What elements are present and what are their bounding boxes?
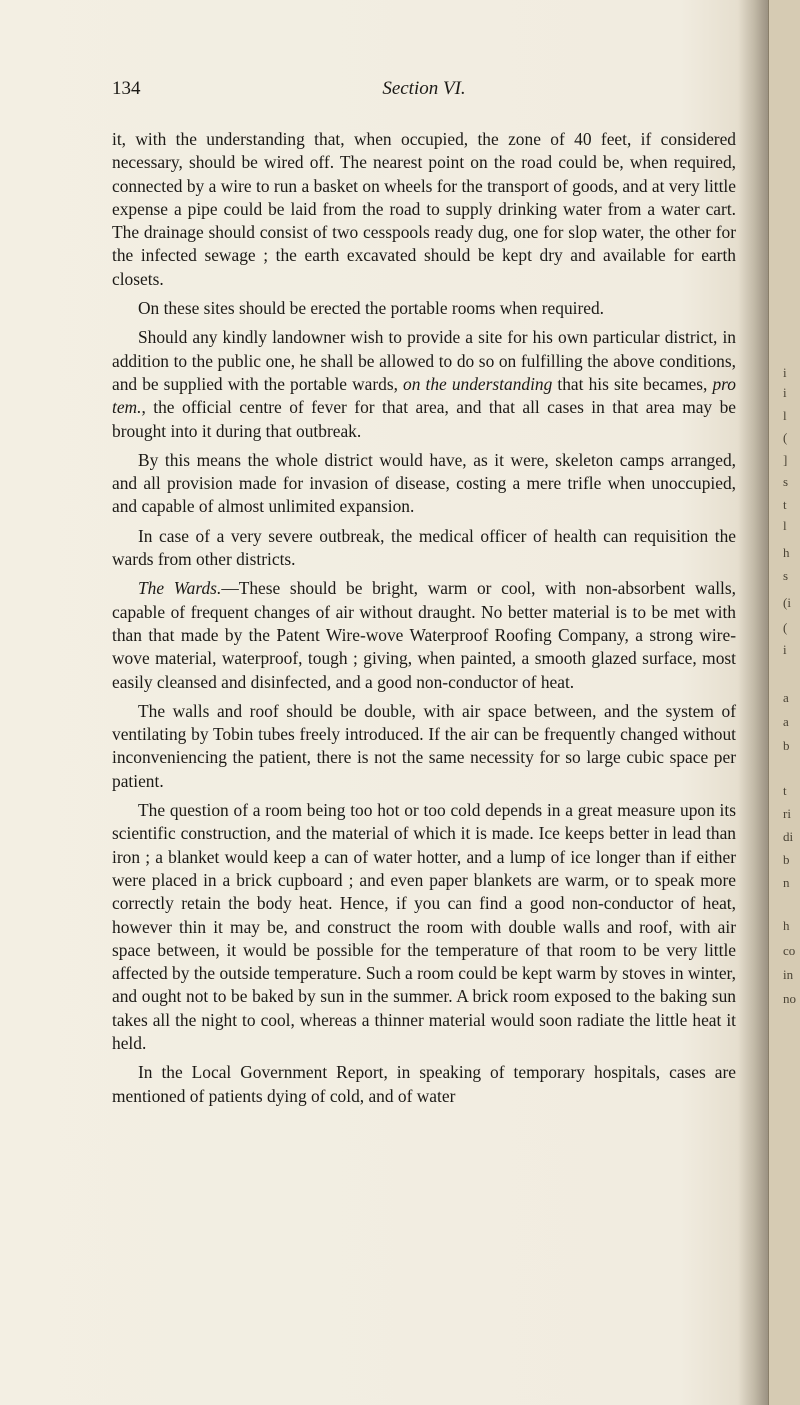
- paragraph: By this means the whole district would have, as it were, skeleton camps arranged, and all provision made for invasion of disease, costing a mere trifle when unoccupied, and capable of almost unlimited expansion.: [112, 449, 736, 517]
- edge-letter: (: [783, 430, 788, 445]
- paragraph: In case of a very severe outbreak, the medical officer of health can requisition the wards from other districts.: [112, 525, 736, 570]
- paragraph: [112, 326, 736, 442]
- edge-letter: l: [783, 408, 787, 423]
- edge-letter: no: [783, 991, 796, 1006]
- paragraph: The question of a room being too hot or too cold depends in a great measure upon its scientific construction, and the material of which it is made. Ice keeps better in lead than iron ; a blanket would keep a can of water hotter, and a lump of ice longer than if either were placed in a brick cupboard ; and even paper blankets are warm, or to speak more correctly retain the body heat. Hence, if you can find a good non-conductor of heat, however thin it may be, and construct the room with double walls and roof, with air space between, it would be possible for the temperature of that room to be very little affected by the outside temperature. Such a room could be kept warm by stoves in winter, and ought not to be baked by sun in the summer. A brick room exposed to the baking sun takes all the night to cool, whereas a thinner material would soon radiate the little heat it held.: [112, 800, 736, 1053]
- edge-letter: co: [783, 943, 796, 958]
- text-run: Should any kindly landowner wish to provide a site for his own particular district, in addition to the public one, he shall be allowed to do so on fulfilling the above conditions, and be supplied with the portable wards,: [112, 327, 736, 394]
- text-run: that his site becames,: [552, 373, 713, 394]
- section-title: Section VI.: [382, 78, 466, 99]
- text-run: —These should be bright, warm or cool, with non-absorbent walls, capable of frequent changes of air without draught. No better material is to be met with than that made by the Patent Wire-wove Waterproof Roofing Company, a strong wire-wove material, waterproof, tough ; giving, when painted, a smooth glazed surface, most easily cleansed and disinfected, and a good non-conductor of heat.: [112, 578, 737, 692]
- edge-letter: i: [783, 642, 787, 657]
- edge-letter: s: [783, 568, 789, 583]
- edge-letter: di: [783, 829, 794, 844]
- edge-letter: l: [783, 518, 787, 533]
- italic-text: pro tem.: [112, 373, 736, 418]
- paragraph: On these sites should be erected the portable rooms when required.: [138, 298, 605, 319]
- edge-letter: t: [783, 783, 787, 798]
- paragraph: it, with the understanding that, when occupied, the zone of 40 feet, if considered necessary, should be wired off. The nearest point on the road could be, when required, connected by a wire to run a basket on wheels for the transport of goods, and at very little expense a pipe could be laid from the road to supply drinking water from a water cart. The drainage should consist of two cesspools ready dug, one for slop water, the other for the infected sewage ; the earth excavated should be kept dry and available for earth closets.: [112, 129, 736, 289]
- text-run: , the official centre of fever for that area, and that all cases in that area may be brought into it during that outbreak.: [112, 397, 736, 441]
- page-number: 134: [112, 78, 141, 99]
- edge-letter: s: [783, 474, 789, 489]
- edge-letter: ri: [783, 806, 791, 821]
- edge-letter: (i: [783, 595, 791, 610]
- edge-letter: h: [783, 545, 790, 560]
- edge-letter: ]: [783, 452, 788, 467]
- paragraph: In the Local Government Report, in speaking of temporary hospitals, cases are mentioned of patients dying of cold, and of water: [112, 1062, 736, 1106]
- paragraph: The walls and roof should be double, with air space between, and the system of ventilating by Tobin tubes freely introduced. If the air can be frequently changed without inconveniencing the patient, there is not the same necessity for so large cubic space per patient.: [112, 700, 736, 791]
- edge-letter: n: [783, 875, 790, 890]
- edge-letter: h: [783, 918, 790, 933]
- edge-letter: b: [783, 738, 790, 753]
- edge-letter: b: [783, 852, 790, 867]
- edge-letter: i: [783, 385, 787, 400]
- italic-text: on the understanding: [403, 373, 553, 394]
- edge-letter: (: [783, 620, 788, 635]
- running-head: [112, 78, 736, 108]
- gutter-shadow: [738, 0, 768, 1405]
- body-text: [112, 128, 736, 1108]
- edge-letter: in: [783, 967, 794, 982]
- edge-letter: a: [783, 690, 789, 705]
- subsection-heading: The Wards.: [138, 578, 222, 599]
- edge-letter: i: [783, 365, 787, 380]
- edge-letter: t: [783, 497, 787, 512]
- edge-letter: a: [783, 714, 789, 729]
- paragraph: [112, 577, 736, 693]
